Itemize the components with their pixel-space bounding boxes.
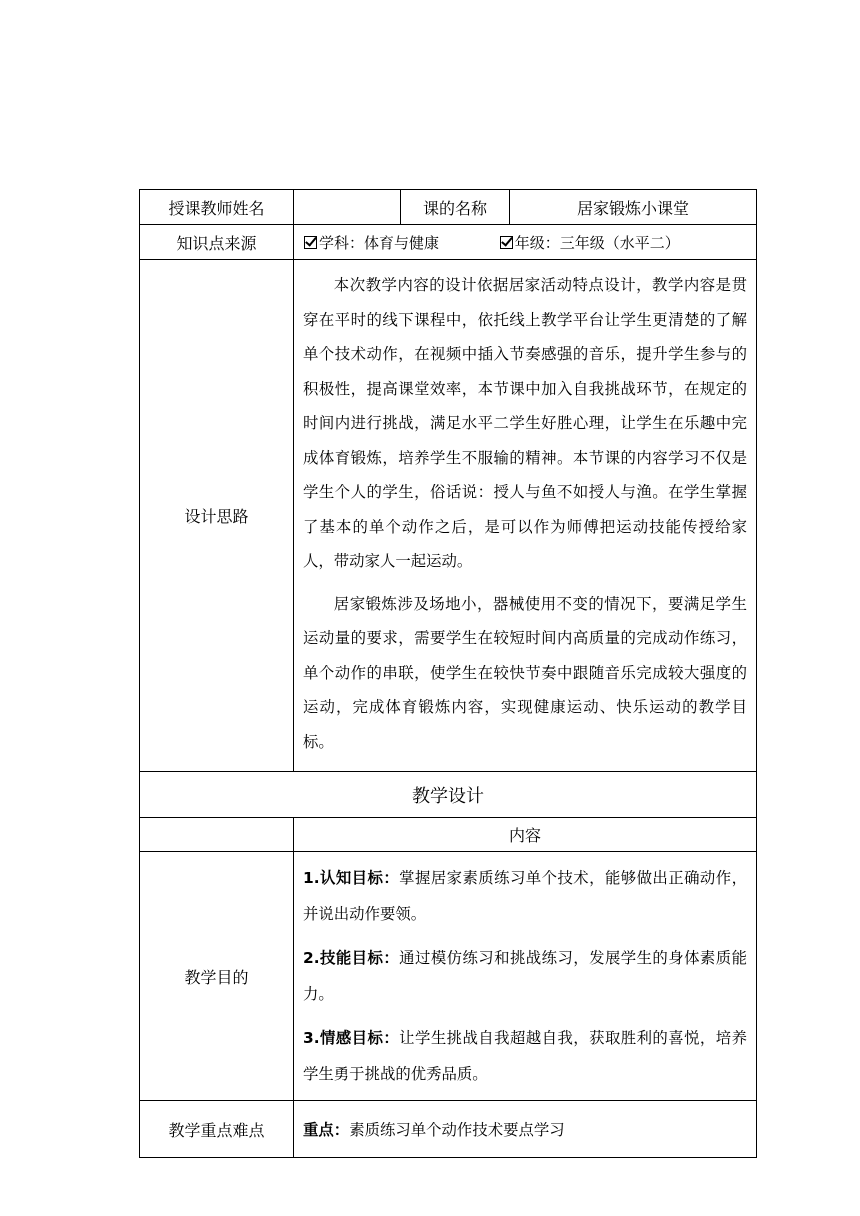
knowledge-source-label: 知识点来源 <box>140 225 294 260</box>
subject-text: 学科：体育与健康 <box>319 233 440 252</box>
key-difficult-points-label: 教学重点难点 <box>140 1101 294 1158</box>
key-point-title: 重点： <box>303 1121 350 1139</box>
header-row <box>140 190 757 225</box>
checked-box-icon <box>304 236 317 249</box>
objectives-row <box>140 852 757 1101</box>
source-row <box>140 225 757 260</box>
subject-item <box>304 232 439 253</box>
teaching-objectives-label: 教学目的 <box>140 852 294 1101</box>
content-header-row <box>140 818 757 852</box>
grade-text: 年级：三年级（水平二） <box>514 233 680 252</box>
course-name-value: 居家锻炼小课堂 <box>510 190 757 225</box>
objective-title: 认知目标： <box>319 869 400 887</box>
objective-title: 情感目标： <box>319 1029 400 1047</box>
key-point-text: 素质练习单个动作技术要点学习 <box>349 1121 565 1139</box>
objective-number: 2. <box>303 949 320 967</box>
objective-title: 技能目标： <box>319 949 400 967</box>
design-idea-label: 设计思路 <box>140 260 294 772</box>
objective-text: 通过模仿练习和挑战练习，发展学生的身体素质能力。 <box>303 949 747 1003</box>
objective-text: 掌握居家素质练习单个技术，能够做出正确动作，并说出动作要领。 <box>303 869 747 923</box>
key-points-content <box>294 1101 757 1158</box>
key-points-row <box>140 1101 757 1158</box>
objective-item <box>303 1020 747 1092</box>
design-idea-content <box>294 260 757 772</box>
teacher-name-value <box>294 190 401 225</box>
lesson-plan-table <box>139 189 757 1158</box>
objective-item <box>303 940 747 1012</box>
section-title-row <box>140 772 757 818</box>
content-header: 内容 <box>294 818 757 852</box>
content-header-left <box>140 818 294 852</box>
grade-item <box>500 232 680 253</box>
objective-number: 3. <box>303 1029 320 1047</box>
objective-text: 让学生挑战自我超越自我，获取胜利的喜悦，培养学生勇于挑战的优秀品质。 <box>303 1029 747 1083</box>
objective-item <box>303 860 747 932</box>
objective-number: 1. <box>303 869 320 887</box>
design-paragraph: 居家锻炼涉及场地小，器械使用不变的情况下，要满足学生运动量的要求，需要学生在较短时间内高质量的完成动作练习，单个动作的串联，使学生在较快节奏中跟随音乐完成较大强度的运动，完成体育锻炼内容，实现健康运动、快乐运动的教学目标。 <box>303 594 747 751</box>
teaching-objectives-content <box>294 852 757 1101</box>
teacher-name-label: 授课教师姓名 <box>140 190 294 225</box>
design-paragraph: 本次教学内容的设计依据居家活动特点设计，教学内容是贯穿在平时的线下课程中，依托线上教学平台让学生更清楚的了解单个技术动作，在视频中插入节奏感强的音乐，提升学生参与的积极性，提高课堂效率，本节课中加入自我挑战环节，在规定的时间内进行挑战，满足水平二学生好胜心理，让学生在乐趣中完成体育锻炼，培养学生不服输的精神。本节课的内容学习不仅是学生个人的学生，俗话说：授人与鱼不如授人与渔。在学生掌握了基本的单个动作之后，是可以作为师傅把运动技能传授给家人，带动家人一起运动。 <box>303 276 747 570</box>
knowledge-source-value <box>294 225 757 260</box>
course-name-label: 课的名称 <box>401 190 510 225</box>
checked-box-icon <box>500 236 513 249</box>
design-row <box>140 260 757 772</box>
teaching-design-title: 教学设计 <box>140 772 757 818</box>
